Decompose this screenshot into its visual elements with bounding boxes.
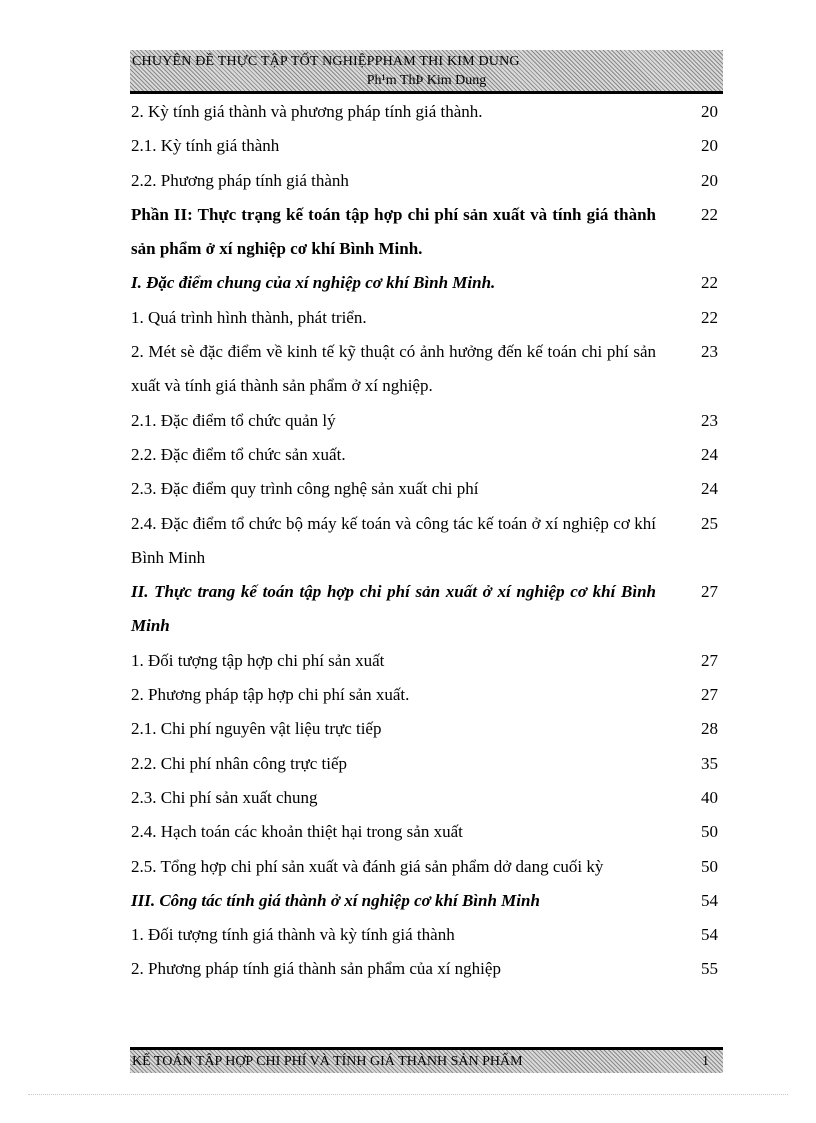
toc-entry-title: 2. Phương pháp tính giá thành sản phẩm của xí nghiệp (131, 959, 501, 979)
toc-entry-title: 2.4. Hạch toán các khoản thiệt hại trong sản xuất (131, 822, 463, 842)
toc-entry-page: 27 (701, 582, 718, 602)
toc-entry-title: 1. Đối tượng tập hợp chi phí sản xuất (131, 650, 385, 670)
toc-entry-title: 2.4. Đặc điểm tổ chức bộ máy kế toán và công tác kế toán ở xí nghiệp cơ khí Bình Minh (131, 513, 656, 567)
toc-entry-page: 54 (701, 925, 718, 945)
toc-entry-page: 20 (701, 170, 718, 190)
toc-entry-page: 50 (701, 822, 718, 842)
toc-entry (131, 404, 718, 438)
toc-entry (131, 747, 718, 781)
toc-entry-page: 54 (701, 890, 718, 910)
toc-entry-title: Phần II: Thực trạng kế toán tập hợp chi phí sản xuất và tính giá thành sản phẩm ở xí nghiệp cơ khí Bình Minh. (131, 204, 656, 259)
toc-entry-title: III. Công tác tính giá thành ở xí nghiệp cơ khí Bình Minh (131, 890, 540, 910)
toc-entry (131, 575, 718, 644)
toc-entry-title: 2.2. Phương pháp tính giá thành (131, 170, 349, 190)
page-edge-divider (28, 1094, 788, 1095)
toc-entry (131, 438, 718, 472)
toc-entry-page: 20 (701, 136, 718, 156)
toc-entry-page: 55 (701, 959, 718, 979)
toc-entry (131, 644, 718, 678)
toc-entry-title: 2.1. Kỳ tính giá thành (131, 136, 280, 156)
toc-entry-page: 27 (701, 650, 718, 670)
toc-entry (131, 815, 718, 849)
toc-entry-page: 22 (701, 204, 718, 224)
toc-entry-page: 28 (701, 719, 718, 739)
page-footer (130, 1047, 723, 1073)
toc-entry (131, 301, 718, 335)
toc-entry-page: 35 (701, 753, 718, 773)
toc-entry-page: 23 (701, 342, 718, 362)
header-author: Ph¹m ThÞ Kim Dung (366, 73, 487, 88)
toc-entry-title: 1. Đối tượng tính giá thành và kỳ tính giá thành (131, 925, 455, 945)
toc-entry (131, 952, 718, 986)
toc-entry-page: 20 (701, 102, 718, 121)
toc-entry (131, 507, 718, 576)
toc-entry-page: 40 (701, 787, 718, 807)
toc-entry (131, 266, 718, 300)
page-header (130, 50, 723, 94)
toc-entry-title: 2.2. Đặc điểm tổ chức sản xuất. (131, 444, 346, 464)
toc-entry-page: 24 (701, 444, 718, 464)
footer-title: KẾ TOÁN TẬP HỢP CHI PHÍ VÀ TÍNH GIÁ THÀNH SẢN PHẨM (132, 1054, 523, 1069)
toc-entry (131, 918, 718, 952)
toc-entry-title: 2.3. Đặc điểm quy trình công nghệ sản xuất chi phí (131, 479, 479, 499)
toc-entry (131, 129, 718, 163)
toc-entry-page: 23 (701, 410, 718, 430)
toc-entry (131, 335, 718, 404)
toc-entry-page: 22 (701, 273, 718, 293)
toc-entry-title: I. Đặc điểm chung của xí nghiệp cơ khí Bình Minh. (131, 273, 496, 293)
toc-entry-title: 1. Quá trình hình thành, phát triển. (131, 307, 367, 327)
footer-page-number: 1 (702, 1054, 709, 1069)
toc-entry (131, 678, 718, 712)
toc-entry-page: 27 (701, 685, 718, 705)
toc-entry-page: 24 (701, 479, 718, 499)
toc-entry-page: 50 (701, 856, 718, 876)
toc-entry-page: 22 (701, 307, 718, 327)
header-title: CHUYÊN ĐỀ THỰC TẬP TỐT NGHIỆPPHAM THI KIM DUNG (132, 54, 520, 69)
toc-entry (131, 781, 718, 815)
toc-entry-title: 2. Mét sè đặc điểm về kinh tế kỹ thuật có ảnh hưởng đến kế toán chi phí sản xuất và tính giá thành sản phẩm ở xí nghiệp. (131, 342, 656, 396)
toc-entry-title: 2.3. Chi phí sản xuất chung (131, 787, 318, 807)
toc-entry-page: 25 (701, 513, 718, 533)
toc-entry (131, 850, 718, 884)
toc-entry (131, 472, 718, 506)
toc-entry-title: 2.2. Chi phí nhân công trực tiếp (131, 753, 348, 773)
toc-entry-title: 2.5. Tổng hợp chi phí sản xuất và đánh giá sản phẩm dở dang cuối kỳ (131, 856, 604, 876)
toc-entry-title: 2.1. Chi phí nguyên vật liệu trực tiếp (131, 719, 382, 739)
toc-entry (131, 712, 718, 746)
toc-entry-title: II. Thực trang kế toán tập hợp chi phí sản xuất ở xí nghiệp cơ khí Bình Minh (131, 582, 656, 636)
toc-entry (131, 198, 718, 267)
toc-entry (131, 164, 718, 198)
toc-entry (131, 95, 718, 129)
toc-entry-title: 2. Phương pháp tập hợp chi phí sản xuất. (131, 685, 410, 705)
toc-entry-title: 2.1. Đặc điểm tổ chức quản lý (131, 410, 336, 430)
toc-entry (131, 884, 718, 918)
table-of-contents (131, 95, 718, 987)
toc-entry-title: 2. Kỳ tính giá thành và phương pháp tính giá thành. (131, 102, 483, 121)
